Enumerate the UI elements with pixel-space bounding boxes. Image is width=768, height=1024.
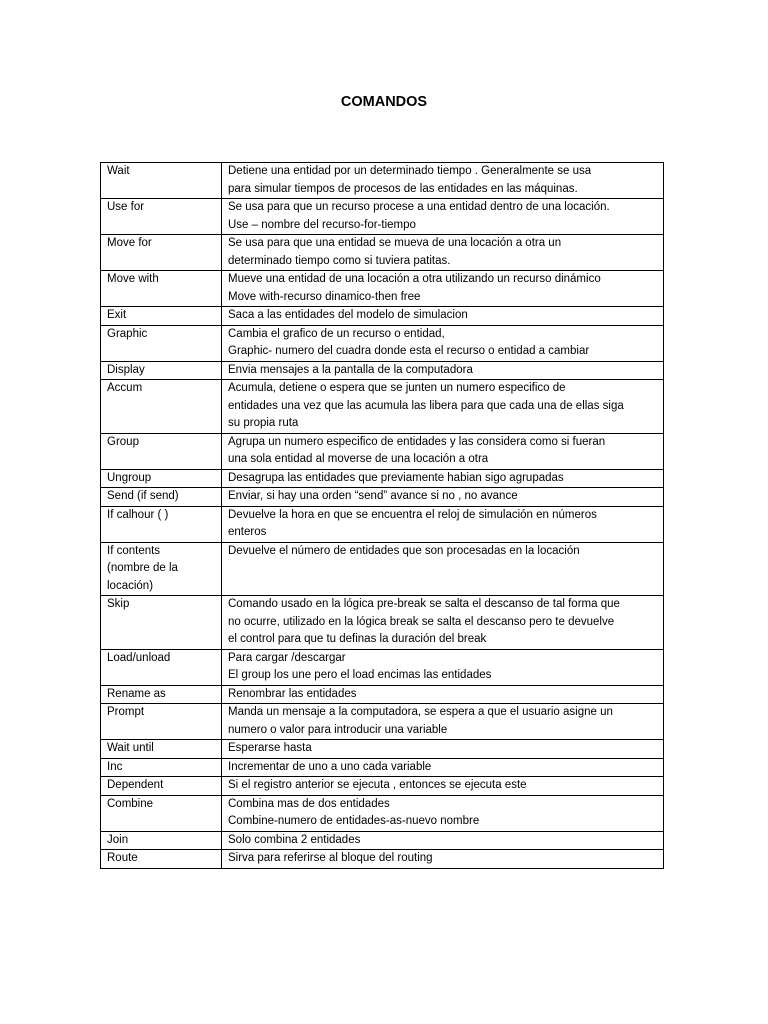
command-description-cell: Devuelve la hora en que se encuentra el reloj de simulación en números enteros	[222, 506, 664, 542]
command-name-cell: Dependent	[101, 777, 222, 796]
command-description-cell: Cambia el grafico de un recurso o entidad, Graphic- numero del cuadra donde esta el recurso o entidad a cambiar	[222, 325, 664, 361]
command-description-cell: Se usa para que una entidad se mueva de una locación a otra un determinado tiempo como si tuviera patitas.	[222, 235, 664, 271]
table-row	[101, 433, 664, 469]
command-description-cell: Incrementar de uno a uno cada variable	[222, 758, 664, 777]
command-name-cell: Skip	[101, 596, 222, 650]
table-row	[101, 542, 664, 596]
table-row	[101, 740, 664, 759]
command-description-cell: Solo combina 2 entidades	[222, 831, 664, 850]
command-name-cell: Exit	[101, 307, 222, 326]
table-row	[101, 199, 664, 235]
command-description-cell: Mueve una entidad de una locación a otra utilizando un recurso dinámico Move with-recurso dinamico-then free	[222, 271, 664, 307]
command-name-cell: Wait	[101, 163, 222, 199]
table-row	[101, 704, 664, 740]
command-description-cell: Esperarse hasta	[222, 740, 664, 759]
table-row	[101, 850, 664, 869]
table-row	[101, 649, 664, 685]
table-row	[101, 488, 664, 507]
command-description-cell: Se usa para que un recurso procese a una entidad dentro de una locación. Use – nombre del recurso-for-tiempo	[222, 199, 664, 235]
command-name-cell: Wait until	[101, 740, 222, 759]
table-row	[101, 361, 664, 380]
command-name-cell: Display	[101, 361, 222, 380]
table-row	[101, 469, 664, 488]
command-name-cell: Join	[101, 831, 222, 850]
command-name-cell: Load/unload	[101, 649, 222, 685]
command-name-cell: If calhour ( )	[101, 506, 222, 542]
command-description-cell: Sirva para referirse al bloque del routing	[222, 850, 664, 869]
table-row	[101, 307, 664, 326]
command-name-cell: Graphic	[101, 325, 222, 361]
table-row	[101, 831, 664, 850]
command-description-cell: Saca a las entidades del modelo de simulacion	[222, 307, 664, 326]
command-name-cell: Group	[101, 433, 222, 469]
table-row	[101, 325, 664, 361]
table-row	[101, 235, 664, 271]
command-description-cell: Si el registro anterior se ejecuta , entonces se ejecuta este	[222, 777, 664, 796]
table-row	[101, 271, 664, 307]
command-name-cell: Prompt	[101, 704, 222, 740]
command-description-cell: Manda un mensaje a la computadora, se espera a que el usuario asigne un numero o valor para introducir una variable	[222, 704, 664, 740]
command-description-cell: Desagrupa las entidades que previamente habian sigo agrupadas	[222, 469, 664, 488]
command-description-cell: Devuelve el número de entidades que son procesadas en la locación	[222, 542, 664, 596]
command-name-cell: Combine	[101, 795, 222, 831]
command-description-cell: Para cargar /descargar El group los une pero el load encimas las entidades	[222, 649, 664, 685]
page-title: COMANDOS	[340, 94, 428, 110]
table-row	[101, 163, 664, 199]
command-description-cell: Comando usado en la lógica pre-break se salta el descanso de tal forma que no ocurre, utilizado en la lógica break se salta el descanso pero te devuelve el control para que tu definas la duración del break	[222, 596, 664, 650]
command-description-cell: Combina mas de dos entidades Combine-numero de entidades-as-nuevo nombre	[222, 795, 664, 831]
table-row	[101, 777, 664, 796]
command-description-cell: Acumula, detiene o espera que se junten un numero especifico de entidades una vez que las acumula las libera para que cada una de ellas siga su propia ruta	[222, 380, 664, 434]
table-row	[101, 506, 664, 542]
command-name-cell: Accum	[101, 380, 222, 434]
table-row	[101, 795, 664, 831]
command-description-cell: Renombrar las entidades	[222, 685, 664, 704]
command-name-cell: Route	[101, 850, 222, 869]
command-name-cell: Send (if send)	[101, 488, 222, 507]
commands-table-body	[101, 163, 664, 869]
command-name-cell: Move for	[101, 235, 222, 271]
command-name-cell: If contents (nombre de la locación)	[101, 542, 222, 596]
command-description-cell: Enviar, si hay una orden “send” avance si no , no avance	[222, 488, 664, 507]
command-name-cell: Inc	[101, 758, 222, 777]
command-name-cell: Move with	[101, 271, 222, 307]
command-name-cell: Rename as	[101, 685, 222, 704]
commands-table	[100, 162, 664, 869]
table-row	[101, 685, 664, 704]
table-row	[101, 758, 664, 777]
table-row	[101, 380, 664, 434]
table-row	[101, 596, 664, 650]
command-name-cell: Ungroup	[101, 469, 222, 488]
command-description-cell: Detiene una entidad por un determinado tiempo . Generalmente se usa para simular tiempos de procesos de las entidades en las máquinas.	[222, 163, 664, 199]
command-description-cell: Agrupa un numero especifico de entidades y las considera como si fueran una sola entidad al moverse de una locación a otra	[222, 433, 664, 469]
command-description-cell: Envia mensajes a la pantalla de la computadora	[222, 361, 664, 380]
command-name-cell: Use for	[101, 199, 222, 235]
